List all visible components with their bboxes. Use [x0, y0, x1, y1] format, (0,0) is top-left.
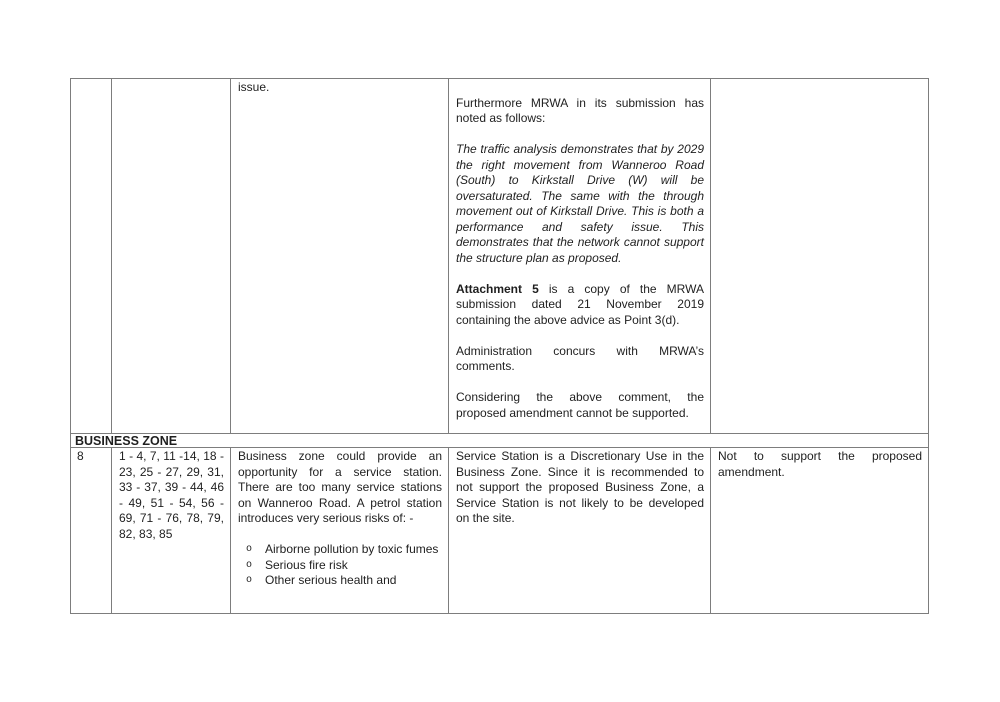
- submission-numbers-text: [112, 79, 230, 80]
- cell-recommendation: [711, 79, 929, 434]
- cell-submission-numbers: [112, 448, 231, 614]
- paragraph: Furthermore MRWA in its submission has noted as follows:: [456, 95, 704, 125]
- table-row-8: [71, 448, 929, 614]
- bullet-item: [238, 558, 442, 574]
- blank-line: [456, 328, 704, 344]
- bullet-icon: o: [246, 544, 253, 555]
- recommendation-content: [711, 79, 928, 80]
- bullet-text: Airborne pollution by toxic fumes: [265, 542, 439, 556]
- bullet-item: [238, 573, 442, 589]
- cell-admin-comment: [449, 79, 711, 434]
- paragraph-italic: The traffic analysis demonstrates that by 2029 the right movement from Wanneroo Road (South) to Kirkstall Drive (W) will be oversaturated. The same with the through movement out of Kirkstall Drive. This is both a performance and safety issue. This demonstrates that the network cannot support the structure plan as proposed.: [456, 142, 704, 265]
- bullet-text: Other serious health and: [265, 573, 397, 587]
- bullet-item: [238, 542, 442, 558]
- submissions-table: [70, 78, 929, 614]
- text-run: is a copy of the MRWA submission dated 21 November 2019 containing the above advice as Point 3(d).: [456, 281, 705, 327]
- recommendation-content: [711, 448, 928, 480]
- table-row-continued: [71, 79, 929, 434]
- cell-submission-summary: [231, 448, 449, 614]
- blank-line: [456, 375, 704, 391]
- paragraph: Administration concurs with MRWA’s comments.: [456, 343, 704, 373]
- blank-line: [456, 80, 704, 96]
- cell-no: [71, 79, 112, 434]
- paragraph: issue.: [238, 80, 270, 94]
- bullet-icon: o: [246, 559, 253, 571]
- comment-content: [449, 448, 710, 527]
- no-text: 8: [77, 449, 84, 463]
- blank-line: [456, 127, 704, 143]
- section-header-label: BUSINESS ZONE: [75, 435, 178, 447]
- cell-admin-comment: [449, 448, 711, 614]
- summary-content: [231, 79, 448, 96]
- paragraph: Business zone could provide an opportunity for a service station. There are too many service stations on Wanneroo Road. A petrol station introduces very serious risks of: -: [238, 449, 442, 525]
- bullet-text: Serious fire risk: [265, 557, 348, 572]
- cell-no: [71, 448, 112, 614]
- paragraph: Considering the above comment, the proposed amendment cannot be supported.: [456, 390, 704, 420]
- cell-submission-numbers: [112, 79, 231, 434]
- section-header: [71, 434, 929, 448]
- cell-recommendation: [711, 448, 929, 614]
- no-text: [71, 79, 111, 80]
- paragraph: Not to support the proposed amendment.: [718, 449, 922, 479]
- comment-content: [449, 79, 710, 421]
- submission-numbers-text: 1 - 4, 7, 11 -14, 18 - 23, 25 - 27, 29, 31, 33 - 37, 39 - 44, 46 - 49, 51 - 54, 56 - 69, 71 - 76, 78, 79, 82, 83, 85: [119, 449, 224, 541]
- cell-submission-summary: [231, 79, 449, 434]
- bullet-icon: o: [246, 575, 253, 586]
- blank-line: [456, 266, 704, 282]
- summary-content: [231, 448, 448, 589]
- paragraph: [456, 282, 704, 329]
- section-header-row: [71, 434, 929, 448]
- paragraph: Service Station is a Discretionary Use in the Business Zone. Since it is recommended to not support the proposed Business Zone, a Service Station is not likely to be developed on the site.: [456, 449, 704, 525]
- submissions-table-body: [71, 79, 929, 614]
- bold-text-run: Attachment 5: [456, 281, 539, 296]
- blank-line: [238, 527, 442, 543]
